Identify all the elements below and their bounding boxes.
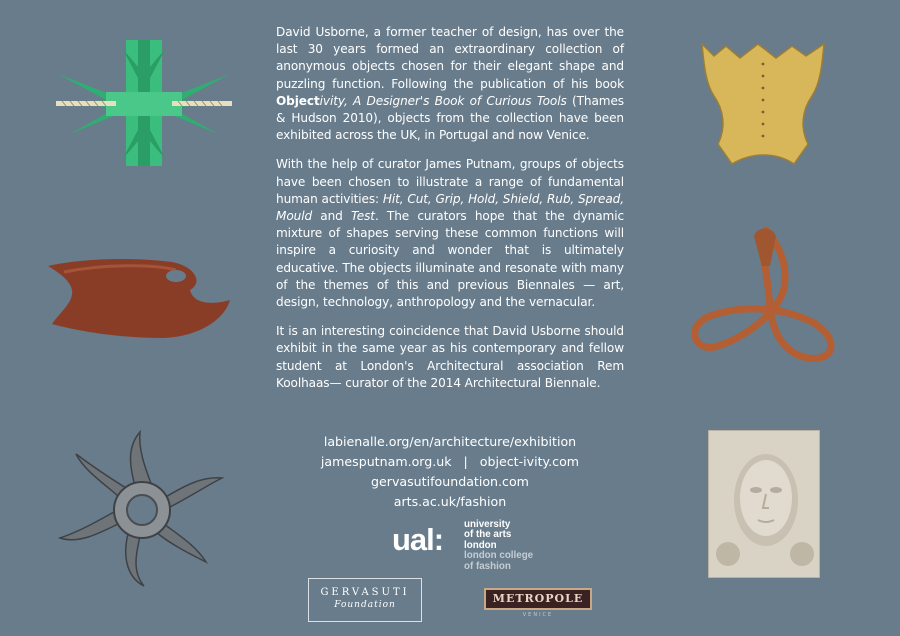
metropole-logo [484,588,592,620]
curator-text: With the help of curator James Putnam, groups of objects have been chosen to illustrate a range of fundamental human activities: [276,157,624,206]
activities-list: Hit, Cut, Grip, Hold, Shield, Rub, Spread, Mould [276,191,624,224]
body-text [276,24,624,404]
link-arts[interactable]: arts.ac.uk/fashion [393,494,507,509]
gervasuti-name: GERVASUTI [320,587,410,598]
wooden-palette-icon [44,254,234,340]
ual-line-2: of the arts [464,529,512,541]
book-title-bold: Object [276,93,320,108]
gervasuti-logo [308,578,422,622]
leather-loop-icon [688,226,844,364]
link-putnam[interactable]: jamesputnam.org.uk [320,454,452,469]
ual-line-4: london college [464,550,534,562]
ual-wordmark [464,520,533,572]
metropole-sub: VENICE [522,612,554,618]
link-objectivity[interactable]: object-ivity.com [479,454,580,469]
ual-mark: ual: [392,522,444,557]
gervasuti-sub: Foundation [334,600,396,610]
website-links [276,432,624,512]
link-separator: | [463,454,468,469]
green-carved-tool-icon [56,38,232,170]
ual-line-3: london [464,539,497,551]
intro-text-end: (Thames & Hudson 2010), objects from the collection have been exhibited across the UK, in Portugal and now Venice. [276,93,624,143]
activities-and: and [312,209,351,224]
wooden-shield-board-icon [696,40,830,168]
activity-test: Test [350,209,375,224]
intro-text: David Usborne, a former teacher of design, has over the last 30 years formed an extraordinary collection of anonymous objects chosen for their elegant shape and puzzling function. Following the publication of his book [276,25,624,91]
link-row-2 [276,452,624,472]
coincidence-paragraph: It is an interesting coincidence that David Usborne should exhibit in the same year as his contemporary and fellow student at London's Architectural association Rem Koolhaas— curator of the 2014 Architectural Biennale. [276,324,624,390]
intro-paragraph [276,24,624,144]
link-biennale[interactable]: labienalle.org/en/architecture/exhibition [323,434,577,449]
plaster-face-mould-icon [708,430,820,578]
curator-paragraph [276,156,624,311]
curator-text-end: . The curators hope that the dynamic mixture of shapes serving these common functions will inspire a curiosity and wonder that is ultimately educative. The objects illuminate and resonate with many of the themes of this and previous Biennales — art, design, technology, anthropology and the vernacular. [276,209,624,310]
book-title-italic: ivity, A Designer's Book of Curious Tools [319,93,567,108]
ual-logo [392,518,572,574]
metal-spiral-blade-icon [56,428,228,588]
metropole-name: METROPOLE [484,588,592,610]
ual-line-1: university [464,519,511,530]
ual-line-5: of fashion [464,560,511,572]
link-gervasuti[interactable]: gervasutifoundation.com [371,474,529,489]
